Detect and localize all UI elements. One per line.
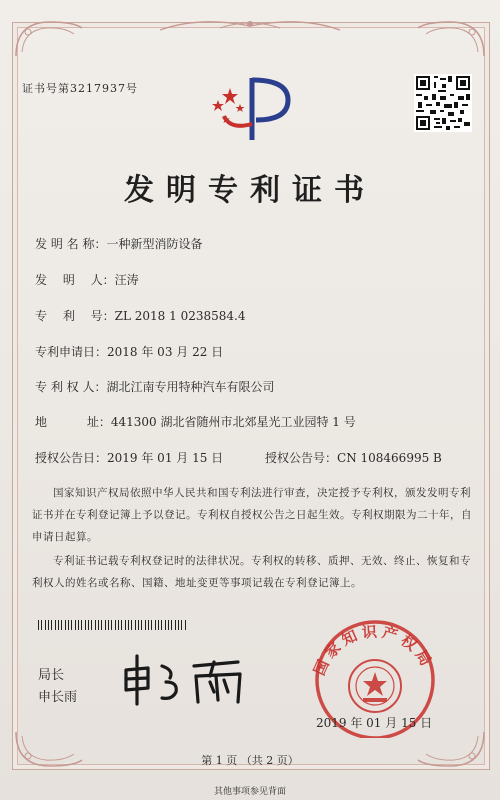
svg-text:国家知识产权局	[310, 623, 437, 679]
barcode-icon	[38, 620, 188, 630]
qr-code-icon	[414, 74, 472, 132]
field-value: 汪涛	[114, 273, 139, 287]
field-grant-date	[35, 449, 223, 466]
field-label: 发 明 人：	[35, 273, 115, 287]
certificate-number: 证书号第3217937号	[22, 82, 138, 95]
legal-paragraph: 专利证书记载专利权登记时的法律状况。专利权的转移、质押、无效、终止、恢复和专利权人的姓名或名称、国籍、地址变更等事项记载在专利登记簿上。	[32, 555, 471, 589]
patent-office-emblem-icon	[200, 68, 300, 148]
field-announcement-number	[265, 449, 442, 466]
field-value: 湖北江南专用特种汽车有限公司	[106, 380, 275, 394]
field-label: 地 址：	[35, 415, 111, 429]
corner-ornament-icon	[14, 18, 84, 58]
certificate-title: 发明专利证书	[124, 173, 376, 208]
signatory-name: 申长雨	[38, 690, 78, 705]
field-label: 授权公告日：	[35, 451, 108, 465]
signatory-title: 局长	[38, 668, 65, 683]
field-label: 授权公告号：	[265, 451, 338, 465]
field-value: 2018 年 03 月 22 日	[107, 345, 224, 359]
field-label: 专 利 号：	[35, 309, 115, 323]
field-inventor	[35, 271, 139, 288]
footer-note: 其他事项参见背面	[213, 787, 286, 797]
top-flourish-icon	[150, 14, 350, 36]
handwritten-signature-icon	[118, 648, 268, 708]
legal-paragraph: 国家知识产权局依照中华人民共和国专利法进行审查，决定授予专利权，颁发发明专利证书并在专利登记簿上予以登记。专利权自授权公告之日起生效。专利权期限为二十年，自申请日起算。	[32, 487, 472, 543]
field-value: ZL 2018 1 0238584.4	[114, 309, 246, 323]
field-value: 一种新型消防设备	[106, 237, 203, 251]
field-label: 专 利 权 人：	[35, 380, 107, 394]
field-patentee	[35, 378, 274, 395]
field-application-date	[35, 343, 223, 360]
field-invention-name	[35, 235, 202, 252]
field-label: 专利申请日：	[35, 345, 108, 359]
field-value: 441300 湖北省随州市北郊星光工业园特 1 号	[110, 415, 356, 429]
seal-date: 2019 年 01 月 15 日	[316, 716, 433, 730]
field-patent-number	[35, 307, 245, 324]
field-value: CN 108466995 B	[337, 451, 442, 465]
corner-ornament-icon	[416, 18, 486, 58]
field-address	[35, 413, 356, 430]
page-number: 第 1 页 （共 2 页）	[201, 754, 299, 767]
seal-text: 国家知识产权局	[310, 622, 437, 679]
field-value: 2019 年 01 月 15 日	[107, 451, 224, 465]
field-label: 发 明 名 称：	[35, 237, 107, 251]
